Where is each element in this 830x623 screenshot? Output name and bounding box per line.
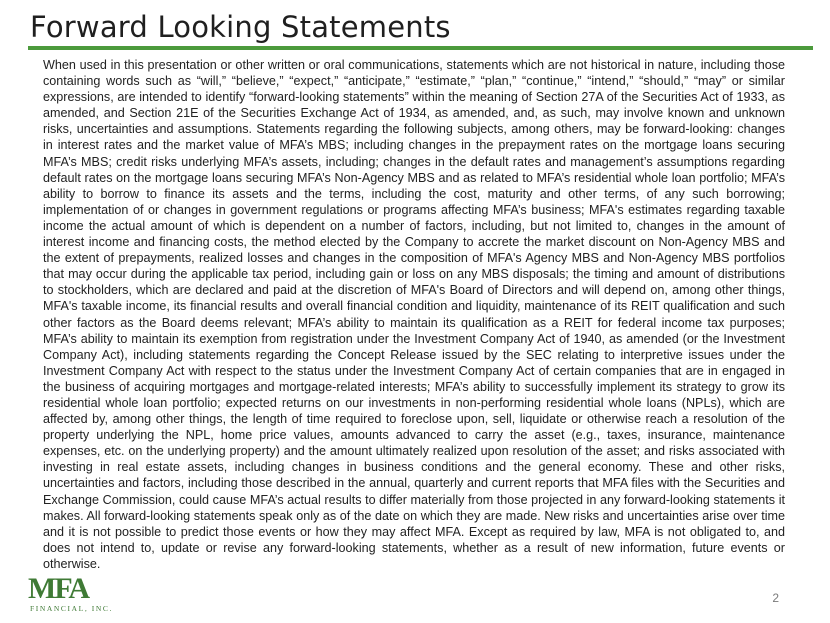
logo-subtitle: FINANCIAL, INC. xyxy=(30,604,113,613)
logo-mark: MFA xyxy=(28,572,89,605)
page-number: 2 xyxy=(772,591,779,605)
company-logo xyxy=(28,574,120,614)
forward-looking-statements-text: When used in this presentation or other written or oral communications, statements which are not historical in nature, including those containing words such as “will,” “believe,” “expect,” “anticipate,” “estimate,” “plan,” “continue,” “intend,” “should,” “may” or similar expressions, are intended to identify “forward-looking statements” within the meaning of Section 27A of the Securities Act of 1933, as amended, and Section 21E of the Securities Exchange Act of 1934, as amended, and, as such, may involve known and unknown risks, uncertainties and assumptions. Statements regarding the following subjects, among others, may be forward-looking: changes in interest rates and the market value of MFA’s MBS; including changes in the prepayment rates on the mortgage loans securing MFA’s MBS; credit risks underlying MFA’s assets, including; changes in the default rates and management’s assumptions regarding default rates on the mortgage loans securing MFA’s Non-Agency MBS and as related to MFA’s residential whole loan portfolio; MFA’s ability to borrow to finance its assets and the terms, including the cost, maturity and other terms, of any such borrowing; implementation of or changes in government regulations or programs affecting MFA’s business; MFA's estimates regarding taxable income the actual amount of which is dependent on a number of factors, including, but not limited to, changes in the amount of interest income and financing costs, the method elected by the Company to accrete the market discount on Non-Agency MBS and the extent of prepayments, realized losses and changes in the composition of MFA's Agency MBS and Non-Agency MBS portfolios that may occur during the applicable tax period, including gain or loss on any MBS disposals; the timing and amount of distributions to stockholders, which are declared and paid at the discretion of MFA's Board of Directors and will depend on, among other things, MFA's taxable income, its financial results and overall financial condition and liquidity, maintenance of its REIT qualification and such other factors as the Board deems relevant; MFA’s ability to maintain its qualification as a REIT for federal income tax purposes; MFA’s ability to maintain its exemption from registration under the Investment Company Act of 1940, as amended (or the Investment Company Act), including statements regarding the Concept Release issued by the SEC relating to interpretive issues under the Investment Company Act with respect to the status under the Investment Company Act of certain companies that are in engaged in the business of acquiring mortgages and mortgage-related interests; MFA’s ability to successfully implement its strategy to grow its residential whole loan portfolio; expected returns on our investments in non-performing residential whole loans (NPLs), which are affected by, among other things, the length of time required to foreclose upon, sell, liquidate or otherwise reach a resolution of the property underlying the NPL, home price values, amounts advanced to carry the asset (e.g., taxes, insurance, maintenance expenses, etc. on the underlying property) and the amount ultimately realized upon resolution of the asset; and risks associated with investing in real estate assets, including changes in business conditions and the general economy. These and other risks, uncertainties and factors, including those described in the annual, quarterly and current reports that MFA files with the Securities and Exchange Commission, could cause MFA’s actual results to differ materially from those projected in any forward-looking statements it makes. All forward-looking statements speak only as of the date on which they are made. New risks and uncertainties arise over time and it is not possible to predict those events or how they may affect MFA. Except as required by law, MFA is not obligated to, and does not intend to, update or revise any forward-looking statements, whether as a result of new information, future events or otherwise. xyxy=(43,58,785,571)
title-underline xyxy=(28,46,813,50)
slide-title: Forward Looking Statements xyxy=(30,10,451,44)
